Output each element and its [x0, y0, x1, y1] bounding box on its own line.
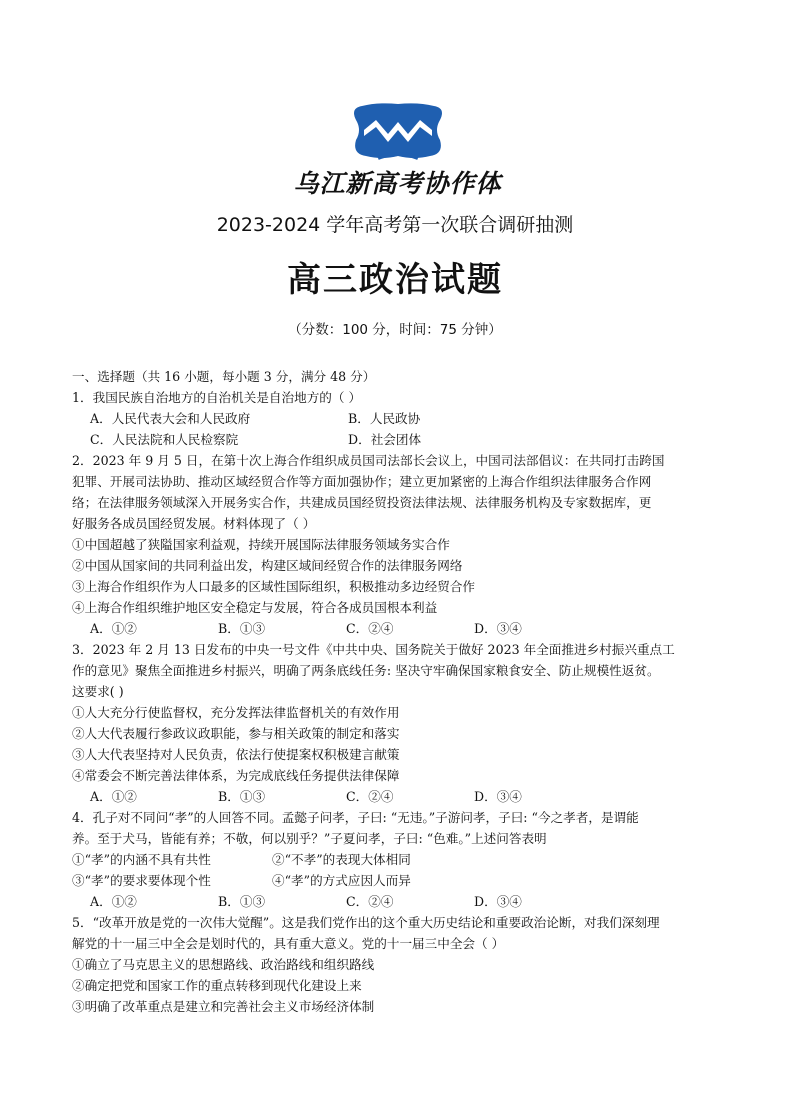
- question-1-options-row2: [72, 429, 722, 450]
- q2-option-a: A．①②: [90, 621, 137, 636]
- q1-option-a: A．人民代表大会和人民政府: [90, 411, 251, 426]
- question-3-line-2: 作的意见》聚焦全面推进乡村振兴，明确了两条底线任务: 坚决守牢确保国家粮食安全、防止规模性返贫。: [72, 663, 660, 678]
- q1-option-c: C．人民法院和人民检察院: [90, 432, 239, 447]
- question-4-statements-row1: [72, 849, 722, 870]
- question-4-statements-row2: [72, 870, 722, 891]
- question-3-line-1: 3．2023 年 2 月 13 日发布的中央一号文件《中共中央、国务院关于做好 2023 年全面推进乡村振兴重点工: [72, 642, 675, 657]
- q2-option-c: C．②④: [346, 621, 394, 636]
- q1-option-b: B．人民政协: [348, 411, 421, 426]
- q5-statement-3: ③明确了改革重点是建立和完善社会主义市场经济体制: [72, 999, 375, 1014]
- exam-subtitle: 2023-2024 学年高考第一次联合调研抽测: [216, 214, 574, 236]
- q4-statement-4: ④“孝”的方式应因人而异: [272, 873, 411, 888]
- q3-option-c: C．②④: [346, 789, 394, 804]
- exam-title: 高三政治试题: [287, 260, 503, 300]
- q5-statement-2: ②确定把党和国家工作的重点转移到现代化建设上来: [72, 978, 362, 993]
- question-4-options: [72, 891, 722, 912]
- question-2-line-2: 犯罪、开展司法协助、推动区域经贸合作等方面加强协作；建立更加紧密的上海合作组织法律服务合作网: [72, 474, 652, 489]
- q1-option-d: D．社会团体: [348, 432, 422, 447]
- q3-statement-4: ④常委会不断完善法律体系，为完成底线任务提供法律保障: [72, 768, 400, 783]
- q2-option-d: D．③④: [474, 621, 522, 636]
- q4-option-d: D．③④: [474, 894, 522, 909]
- q4-option-c: C．②④: [346, 894, 394, 909]
- section-heading: 一、选择题（共 16 小题，每小题 3 分，满分 48 分）: [72, 369, 376, 384]
- q5-statement-1: ①确立了马克思主义的思想路线、政治路线和组织路线: [72, 957, 375, 972]
- question-1-stem: 1．我国民族自治地方的自治机关是自治地方的（ ）: [72, 390, 362, 405]
- q3-statement-3: ③人大代表坚持对人民负责，依法行使提案权积极建言献策: [72, 747, 400, 762]
- q3-statement-1: ①人大充分行使监督权，充分发挥法律监督机关的有效作用: [72, 705, 400, 720]
- q3-option-a: A．①②: [90, 789, 137, 804]
- q3-option-d: D．③④: [474, 789, 522, 804]
- question-5-line-1: 5．“改革开放是党的一次伟大觉醒”。这是我们党作出的这个重大历史结论和重要政治论断，对我们深刻理: [72, 915, 660, 930]
- q2-option-b: B．①③: [218, 621, 266, 636]
- wave-logo-icon: [348, 100, 448, 162]
- question-4-line-1: 4．孔子对不同问“孝”的人回答不同。孟懿子问孝，子曰: “无违。”子游问孝，子曰: “今之孝者，是谓能: [72, 810, 639, 825]
- q2-statement-1: ①中国超越了狭隘国家利益观，持续开展国际法律服务领域务实合作: [72, 537, 450, 552]
- question-3-line-3: 这要求( ): [72, 684, 124, 699]
- q3-statement-2: ②人大代表履行参政议政职能，参与相关政策的制定和落实: [72, 726, 400, 741]
- question-2-line-3: 络；在法律服务领域深入开展务实合作，共建成员国经贸投资法律法规、法律服务机构及专家数据库，更: [72, 495, 652, 510]
- question-2-line-4: 好服务各成员国经贸发展。材料体现了（ ）: [72, 516, 316, 531]
- question-2-line-1: 2．2023 年 9 月 5 日，在第十次上海合作组织成员国司法部长会议上，中国司法部倡议：在共同打击跨国: [72, 453, 665, 468]
- q4-statement-3: ③“孝”的要求要体现个性: [72, 873, 211, 888]
- exam-content: [72, 366, 722, 1017]
- exam-meta: （分数：100 分，时间：75 分钟）: [288, 322, 502, 338]
- question-3-options: [72, 786, 722, 807]
- q4-statement-1: ①“孝”的内涵不具有共性: [72, 852, 211, 867]
- q2-statement-3: ③上海合作组织作为人口最多的区域性国际组织，积极推动多边经贸合作: [72, 579, 475, 594]
- question-1-options-row1: [72, 408, 722, 429]
- question-5-line-2: 解党的十一届三中全会是划时代的，具有重大意义。党的十一届三中全会（ ）: [72, 936, 505, 951]
- question-2-options: [72, 618, 722, 639]
- q4-option-b: B．①③: [218, 894, 266, 909]
- q2-statement-4: ④上海合作组织维护地区安全稳定与发展，符合各成员国根本利益: [72, 600, 438, 615]
- logo-text: 乌江新高考协作体: [293, 169, 502, 198]
- question-4-line-2: 养。至于犬马，皆能有养；不敬，何以别乎？”子夏问孝，子曰: “色难。”上述问答表明: [72, 831, 547, 846]
- q4-option-a: A．①②: [90, 894, 137, 909]
- q4-statement-2: ②“不孝”的表现大体相同: [272, 852, 411, 867]
- q3-option-b: B．①③: [218, 789, 266, 804]
- logo: [290, 100, 505, 200]
- q2-statement-2: ②中国从国家间的共同利益出发，构建区域间经贸合作的法律服务网络: [72, 558, 463, 573]
